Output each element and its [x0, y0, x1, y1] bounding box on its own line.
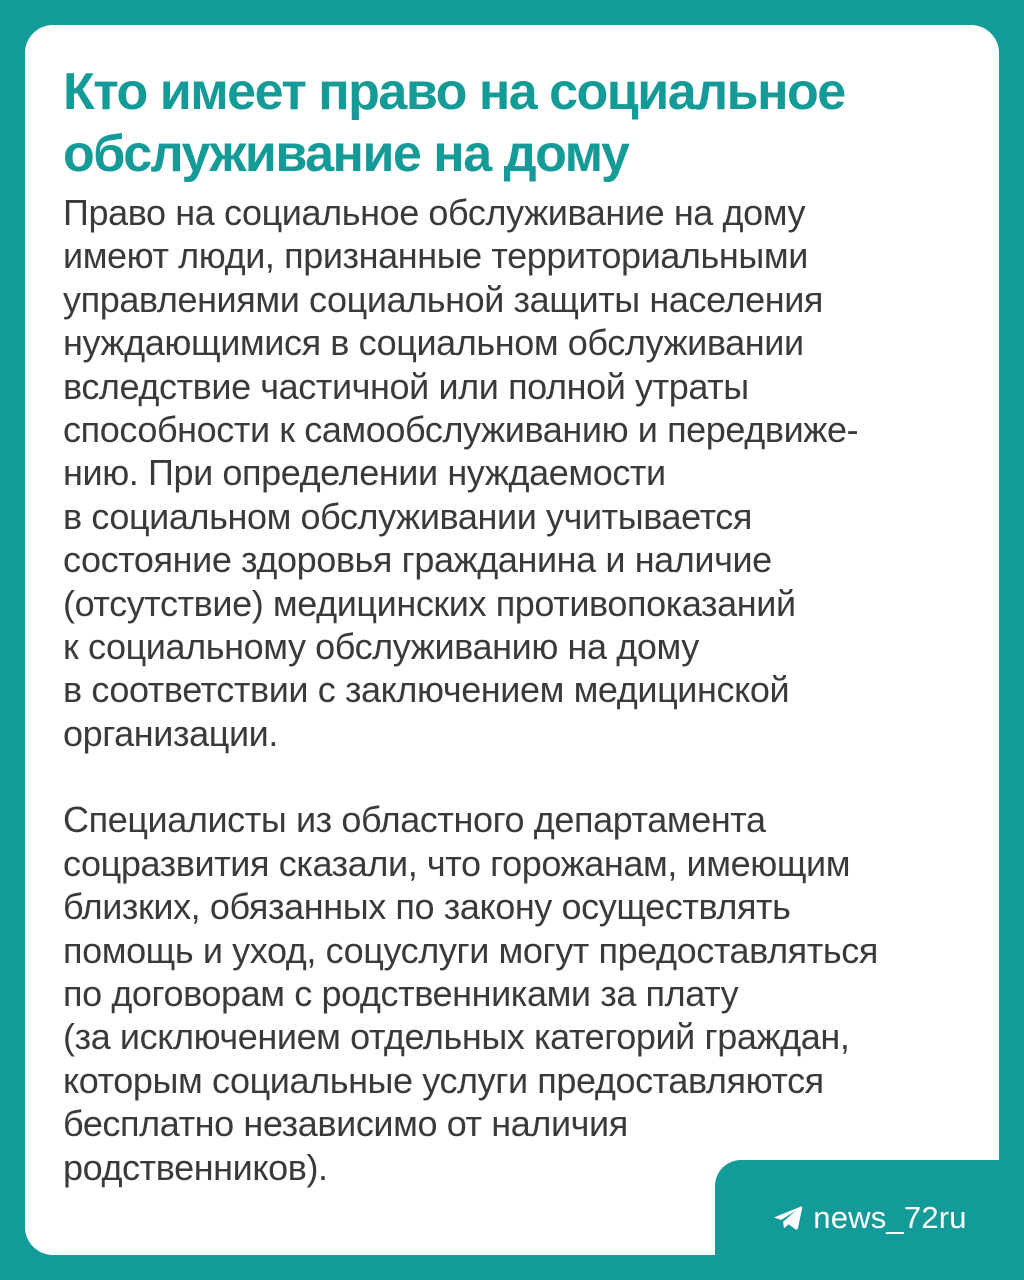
- text-line: нуждающимися в социальном обслуживании: [63, 322, 804, 364]
- text-line: в социальном обслуживании учитывается: [63, 495, 752, 537]
- channel-badge[interactable]: [740, 1180, 1000, 1255]
- text-line: (за исключением отдельных категорий граждан,: [63, 1016, 850, 1058]
- paragraph-spacer: [63, 755, 961, 798]
- text-line: состояние здоровья гражданина и наличие: [63, 539, 772, 581]
- text-line: управлениями социальной защиты населения: [63, 278, 824, 320]
- title-line: Кто имеет право на социальное: [63, 63, 845, 121]
- text-line: родственников).: [63, 1146, 328, 1188]
- text-line: Специалисты из областного департамента: [63, 799, 766, 841]
- text-line: нию. При определении нуждаемости: [63, 452, 666, 494]
- text-line: (отсутствие) медицинских противопоказаний: [63, 582, 796, 624]
- text-line: близких, обязанных по закону осуществлять: [63, 886, 791, 928]
- paragraph-eligibility: [63, 191, 961, 755]
- channel-name: news_72ru: [813, 1199, 967, 1235]
- paragraph-relatives: [63, 798, 961, 1189]
- text-line: организации.: [63, 712, 278, 754]
- text-line: помощь и уход, соцуслуги могут предоставляться: [63, 929, 878, 971]
- text-line: по договорам с родственниками за плату: [63, 972, 739, 1014]
- content-card: [25, 25, 999, 1255]
- text-line: к социальному обслуживанию на дому: [63, 626, 699, 668]
- telegram-icon: [773, 1205, 803, 1231]
- page-title: [63, 61, 961, 185]
- text-line: бесплатно независимо от наличия: [63, 1103, 628, 1145]
- title-line: обслуживание на дому: [63, 125, 629, 183]
- text-line: Право на социальное обслуживание на дому: [63, 192, 806, 233]
- text-line: способности к самообслуживанию и передвиже-: [63, 409, 859, 451]
- text-line: в соответствии с заключением медицинской: [63, 669, 790, 711]
- text-line: вследствие частичной или полной утраты: [63, 365, 749, 407]
- text-line: которым социальные услуги предоставляются: [63, 1059, 824, 1101]
- text-line: соцразвития сказали, что горожанам, имеющим: [63, 842, 851, 884]
- text-line: имеют люди, признанные территориальными: [63, 235, 808, 277]
